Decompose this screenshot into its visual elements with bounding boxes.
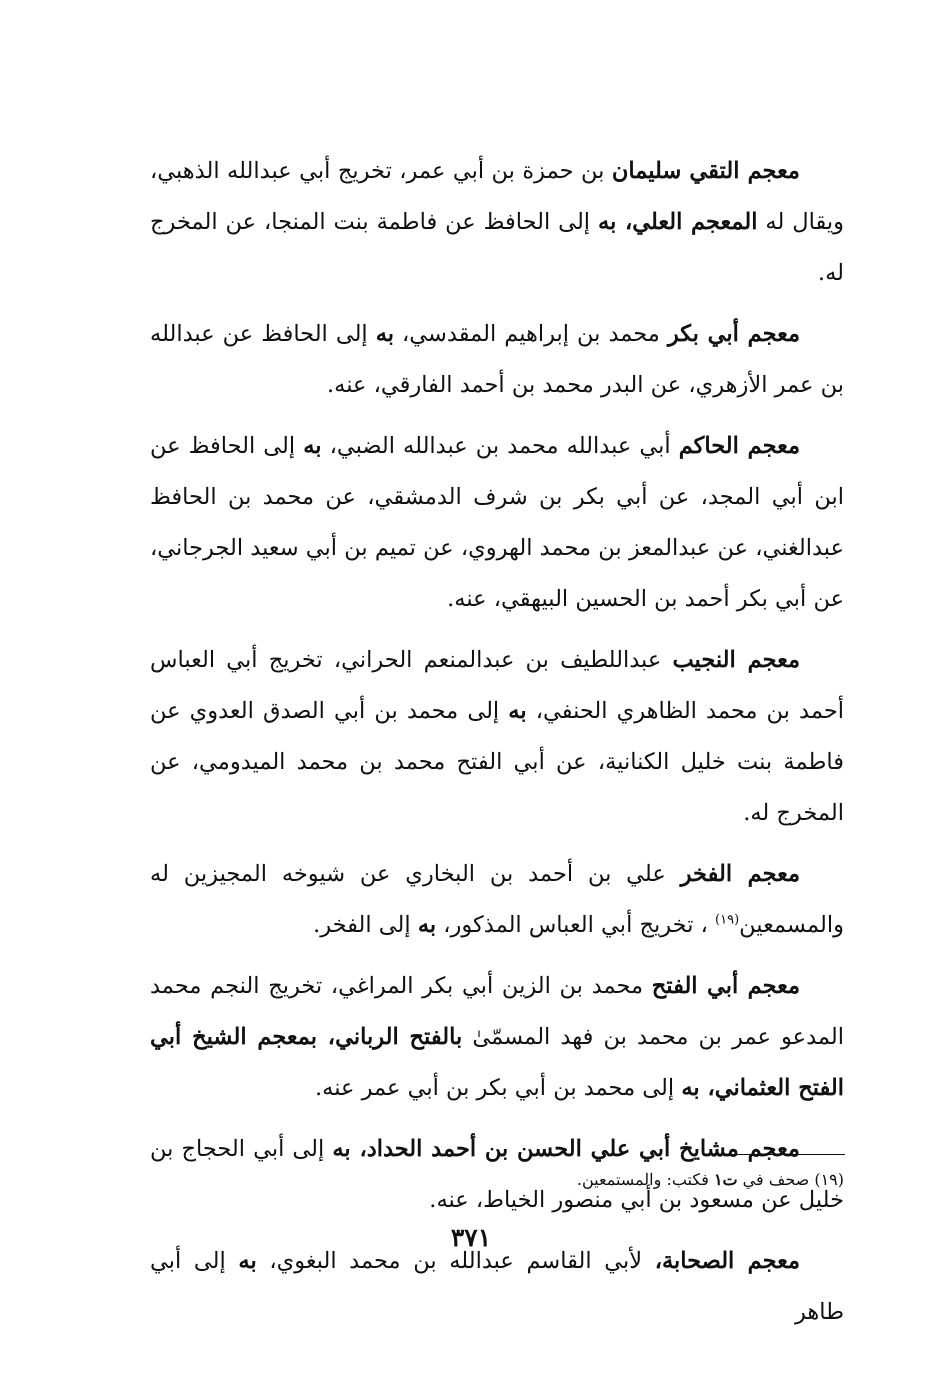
entry-text: إلى أبي الحجاج بن خليل عن مسعود بن أبي منصور الخياط، عنه. <box>150 1136 844 1213</box>
entry-paragraph <box>150 309 844 411</box>
entry-paragraph <box>150 635 844 839</box>
footnote-source: ت١ <box>713 1170 738 1189</box>
entry-text: إلى محمد بن أبي الصدق العدوي عن فاطمة بنت خليل الكنانية، عن أبي الفتح محمد بن محمد الميدومي، عن المخرج له. <box>150 698 844 826</box>
entry-title: معجم الحاكم <box>678 433 801 459</box>
entry-text: ، تخريج أبي العباس المذكور، <box>436 912 716 938</box>
entry-text: محمد بن الزين أبي بكر المراغي، تخريج النجم محمد المدعو عمر بن محمد بن فهد المسمّىٰ <box>150 973 844 1050</box>
entry-paragraph <box>150 421 844 625</box>
entry-text: لأبي القاسم عبدالله بن محمد البغوي، <box>256 1248 655 1274</box>
footnote-divider <box>705 1154 845 1155</box>
entry-paragraph <box>150 146 844 299</box>
entry-text: محمد بن إبراهيم المقدسي، <box>394 321 668 347</box>
entry-paragraph <box>150 961 844 1114</box>
entry-bold-text: به <box>508 698 527 724</box>
entry-title: معجم أبي بكر <box>667 321 800 347</box>
page-number: ٣٧١ <box>450 1223 492 1252</box>
entry-text: إلى الفخر. <box>313 912 418 938</box>
entry-title: معجم أبي الفتح <box>651 973 800 999</box>
entry-text: إلى الحافظ عن فاطمة بنت المنجا، عن المخرج له. <box>150 209 844 286</box>
entry-bold-text: به <box>417 912 437 938</box>
entry-bold-text: به <box>238 1248 257 1274</box>
main-text <box>150 146 844 1338</box>
entry-bold-text: المعجم العلي، به <box>598 209 758 235</box>
entry-title: معجم مشايخ أبي علي الحسن بن أحمد الحداد، به <box>332 1136 800 1162</box>
entry-text: إلى الحافظ عن عبدالله بن عمر الأزهري، عن البدر محمد بن أحمد الفارقي، عنه. <box>150 321 844 398</box>
footnote-reference: (١٩) <box>715 912 740 928</box>
footnote-text: فكتب: والمستمعين. <box>576 1170 714 1189</box>
entry-text: عبداللطيف بن عبدالمنعم الحراني، تخريج أبي العباس أحمد بن محمد الظاهري الحنفي، <box>150 647 844 724</box>
footnote-number: (١٩) <box>814 1170 844 1189</box>
footnote <box>450 1166 844 1194</box>
entry-bold-text: به <box>375 321 395 347</box>
entry-text: إلى الحافظ عن ابن أبي المجد، عن أبي بكر بن شرف الدمشقي، عن محمد بن الحافظ عبدالغني، عن عبدالمعز بن محمد الهروي، عن تميم بن أبي سعيد الجرجاني، عن أبي بكر أحمد بن الحسين البيهقي، عنه. <box>150 433 844 612</box>
footnote-text: صحف في <box>737 1170 815 1189</box>
entry-title: معجم التقي سليمان <box>611 158 800 184</box>
entry-title: معجم الفخر <box>680 861 800 887</box>
entry-text: علي بن أحمد بن البخاري عن شيوخه المجيزين له والمسمعين <box>150 861 844 938</box>
entry-bold-text: بالفتح الرباني، بمعجم الشيخ أبي الفتح العثماني، به <box>150 1024 844 1101</box>
entry-text: بن حمزة بن أبي عمر، تخريج أبي عبدالله الذهبي، ويقال له <box>150 158 845 235</box>
entry-text: أبي عبدالله محمد بن عبدالله الضبي، <box>321 433 679 459</box>
entry-bold-text: به <box>303 433 322 459</box>
entry-text: إلى محمد بن أبي بكر بن أبي عمر عنه. <box>314 1075 682 1101</box>
entry-title: معجم النجيب <box>672 647 801 673</box>
entry-text: إلى أبي طاهر <box>150 1248 844 1325</box>
entry-paragraph <box>150 849 844 951</box>
entry-title: معجم الصحابة، <box>654 1248 801 1274</box>
